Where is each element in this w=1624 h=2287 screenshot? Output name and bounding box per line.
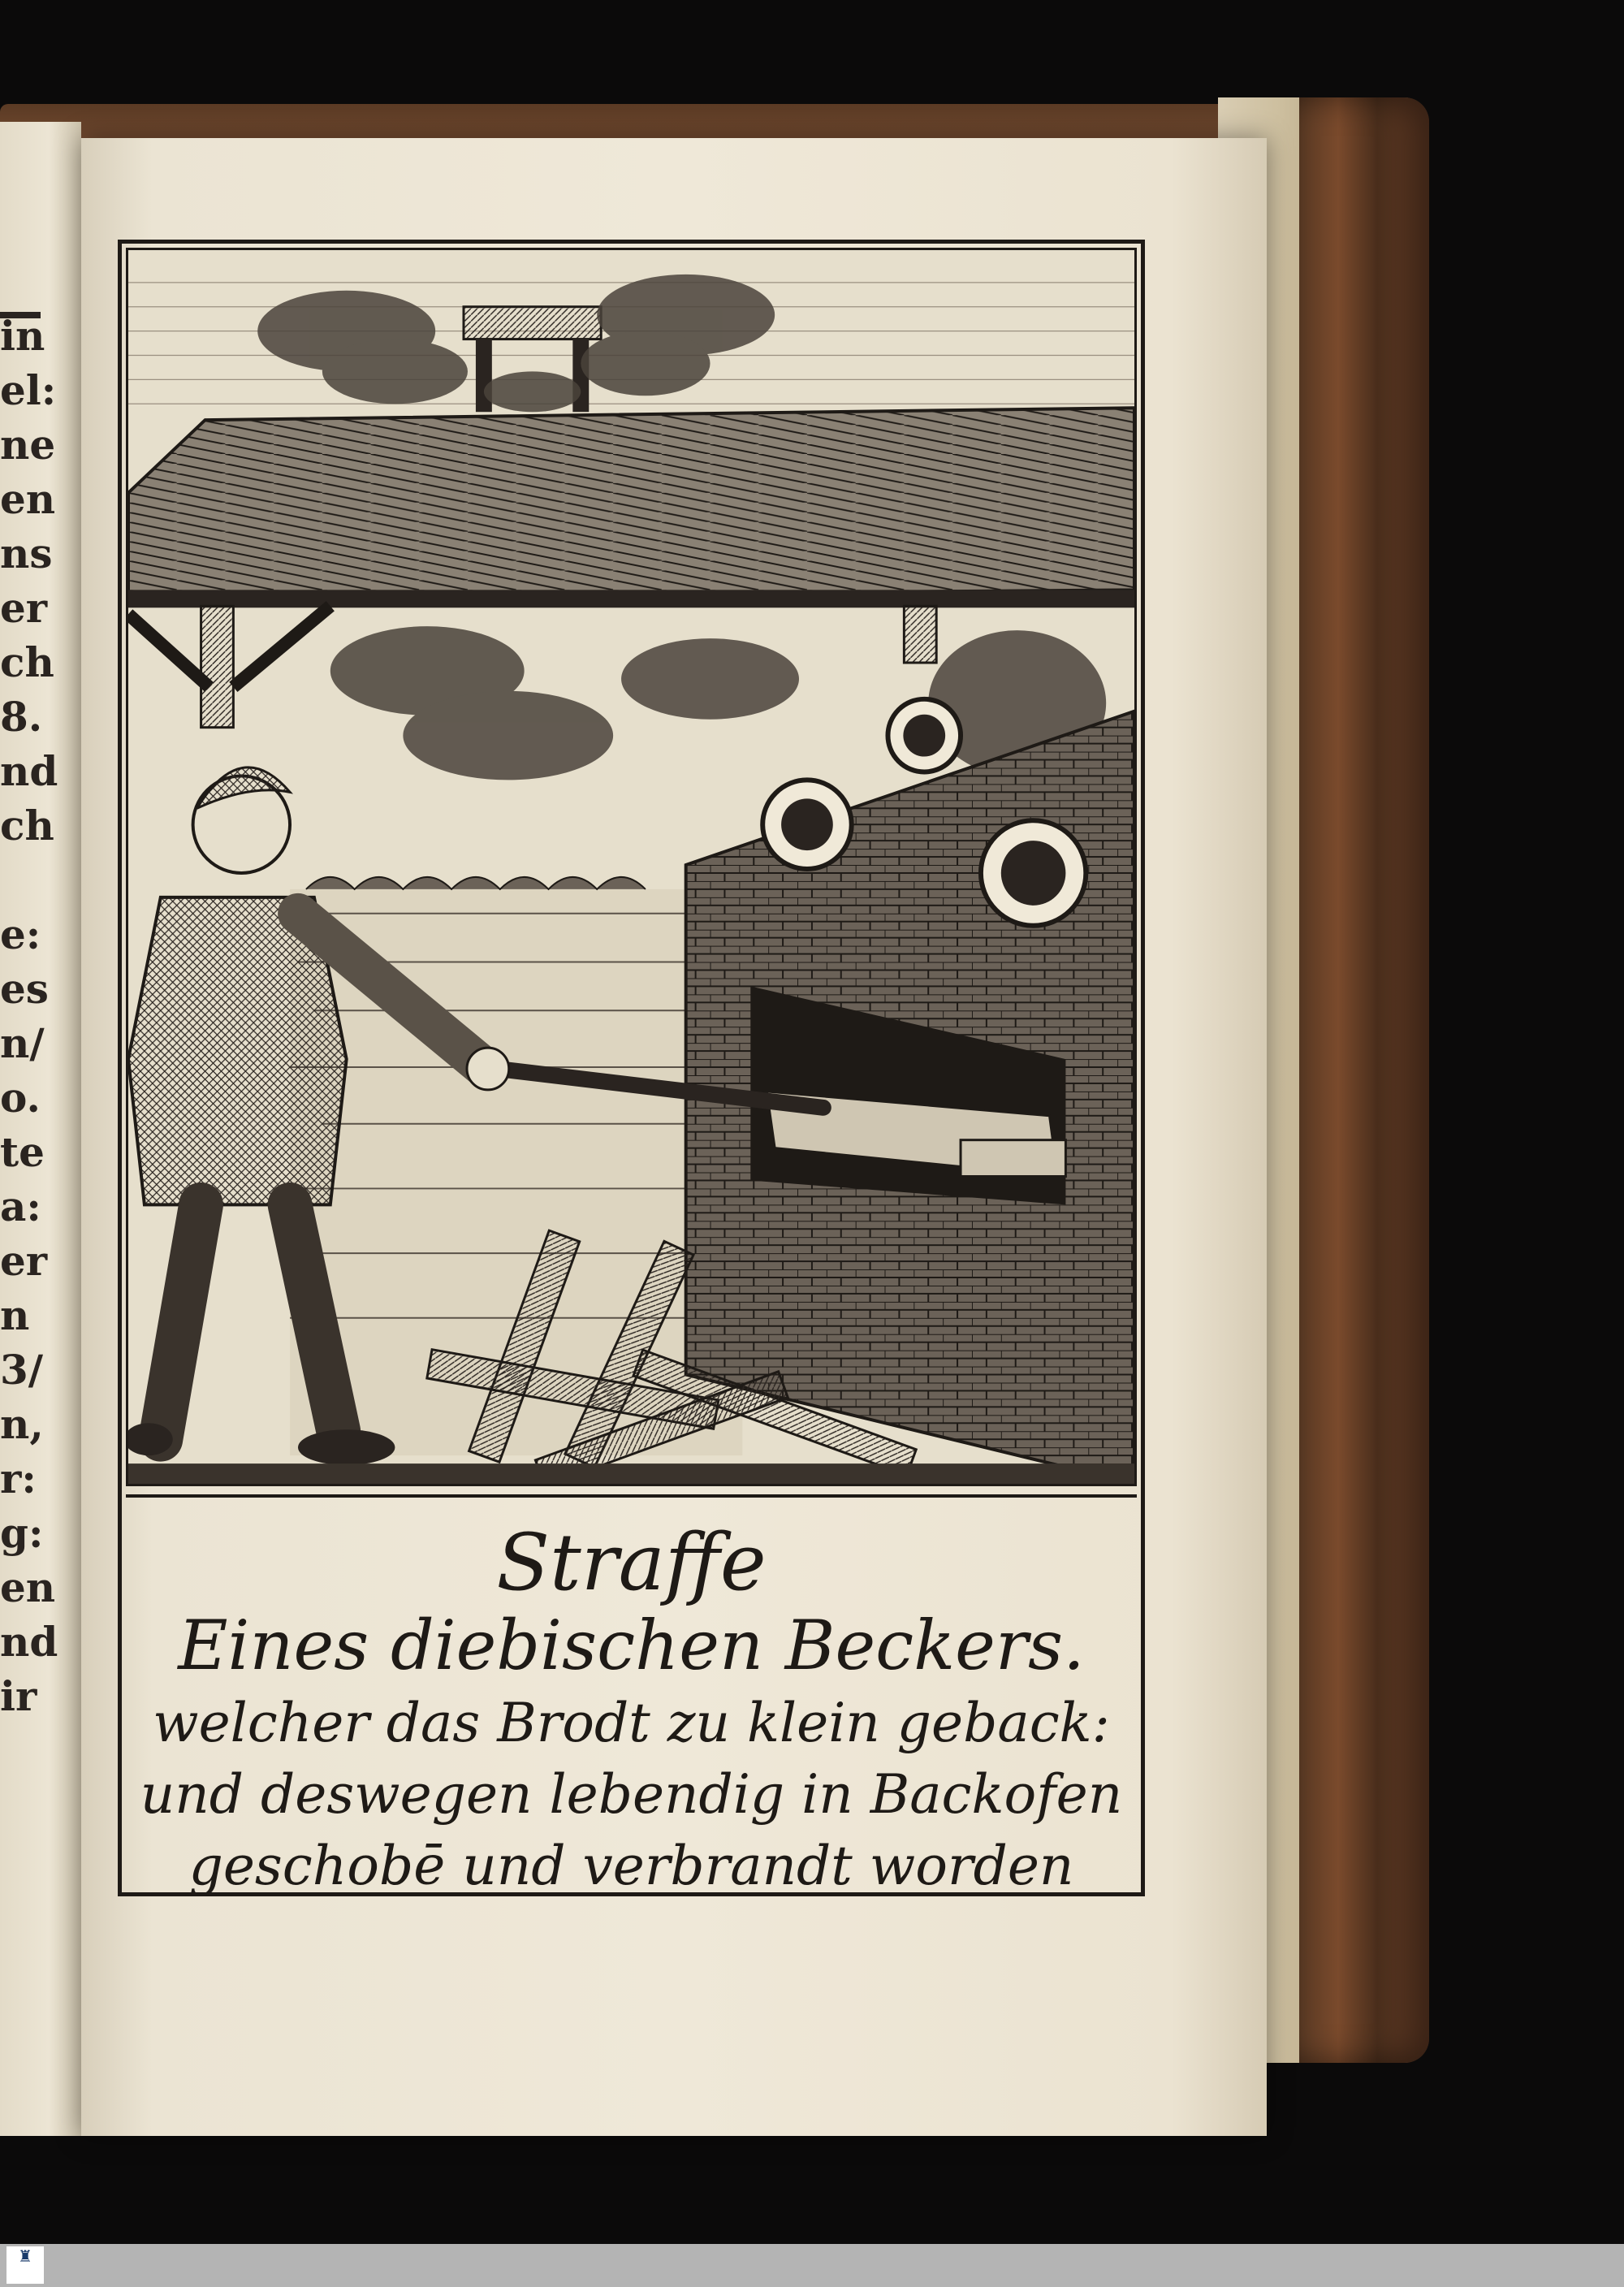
left-page-line: nd [0,1618,58,1666]
left-page-line: a: [0,1182,41,1230]
left-page-line: ch [0,802,54,850]
left-page-line: el: [0,366,57,414]
left-page-line: ch [0,638,54,686]
left-page-line: nd [0,747,58,795]
left-page-line: 3/ [0,1346,44,1394]
left-page-line: er [0,584,48,632]
left-page-line: en [0,1563,56,1611]
engraving-caption [126,1494,1137,1897]
library-logo [6,2246,44,2284]
left-page-line: n/ [0,1019,45,1067]
left-page-line: ne [0,421,56,469]
library-logo-icon: ♜ [18,2246,32,2266]
left-page-line: en [0,475,56,523]
left-page-line [0,853,81,907]
baker-oven-engraving [128,250,1134,1484]
left-page-line: e: [0,910,41,958]
engraving-illustration [126,248,1137,1486]
left-page-line: o. [0,1074,41,1122]
caption-line-2: Eines diebischen Beckers. [178,1606,1085,1685]
footer-bar [0,2244,1624,2287]
left-page-line: n [0,1291,30,1339]
left-page-line: n, [0,1400,44,1448]
caption-line-3: welcher das Brodt zu klein geback: [153,1692,1110,1754]
left-page-text [0,309,81,1723]
left-page-line: es [0,965,49,1013]
left-page-line: in [0,312,45,360]
caption-line-4: und deswegen lebendig in Backofen [140,1763,1123,1826]
caption-title: Straffe [496,1517,767,1608]
left-page-line: g: [0,1509,44,1557]
left-page-line: ns [0,530,53,577]
book-cover-spine [1299,97,1429,2063]
left-page-line: te [0,1128,45,1176]
left-page-line: ir [0,1672,37,1720]
left-page-line: 8. [0,693,43,741]
caption-line-5: geschobē und verbrandt worden [188,1835,1074,1897]
left-page-line: r: [0,1455,37,1502]
left-page-line: er [0,1237,48,1285]
